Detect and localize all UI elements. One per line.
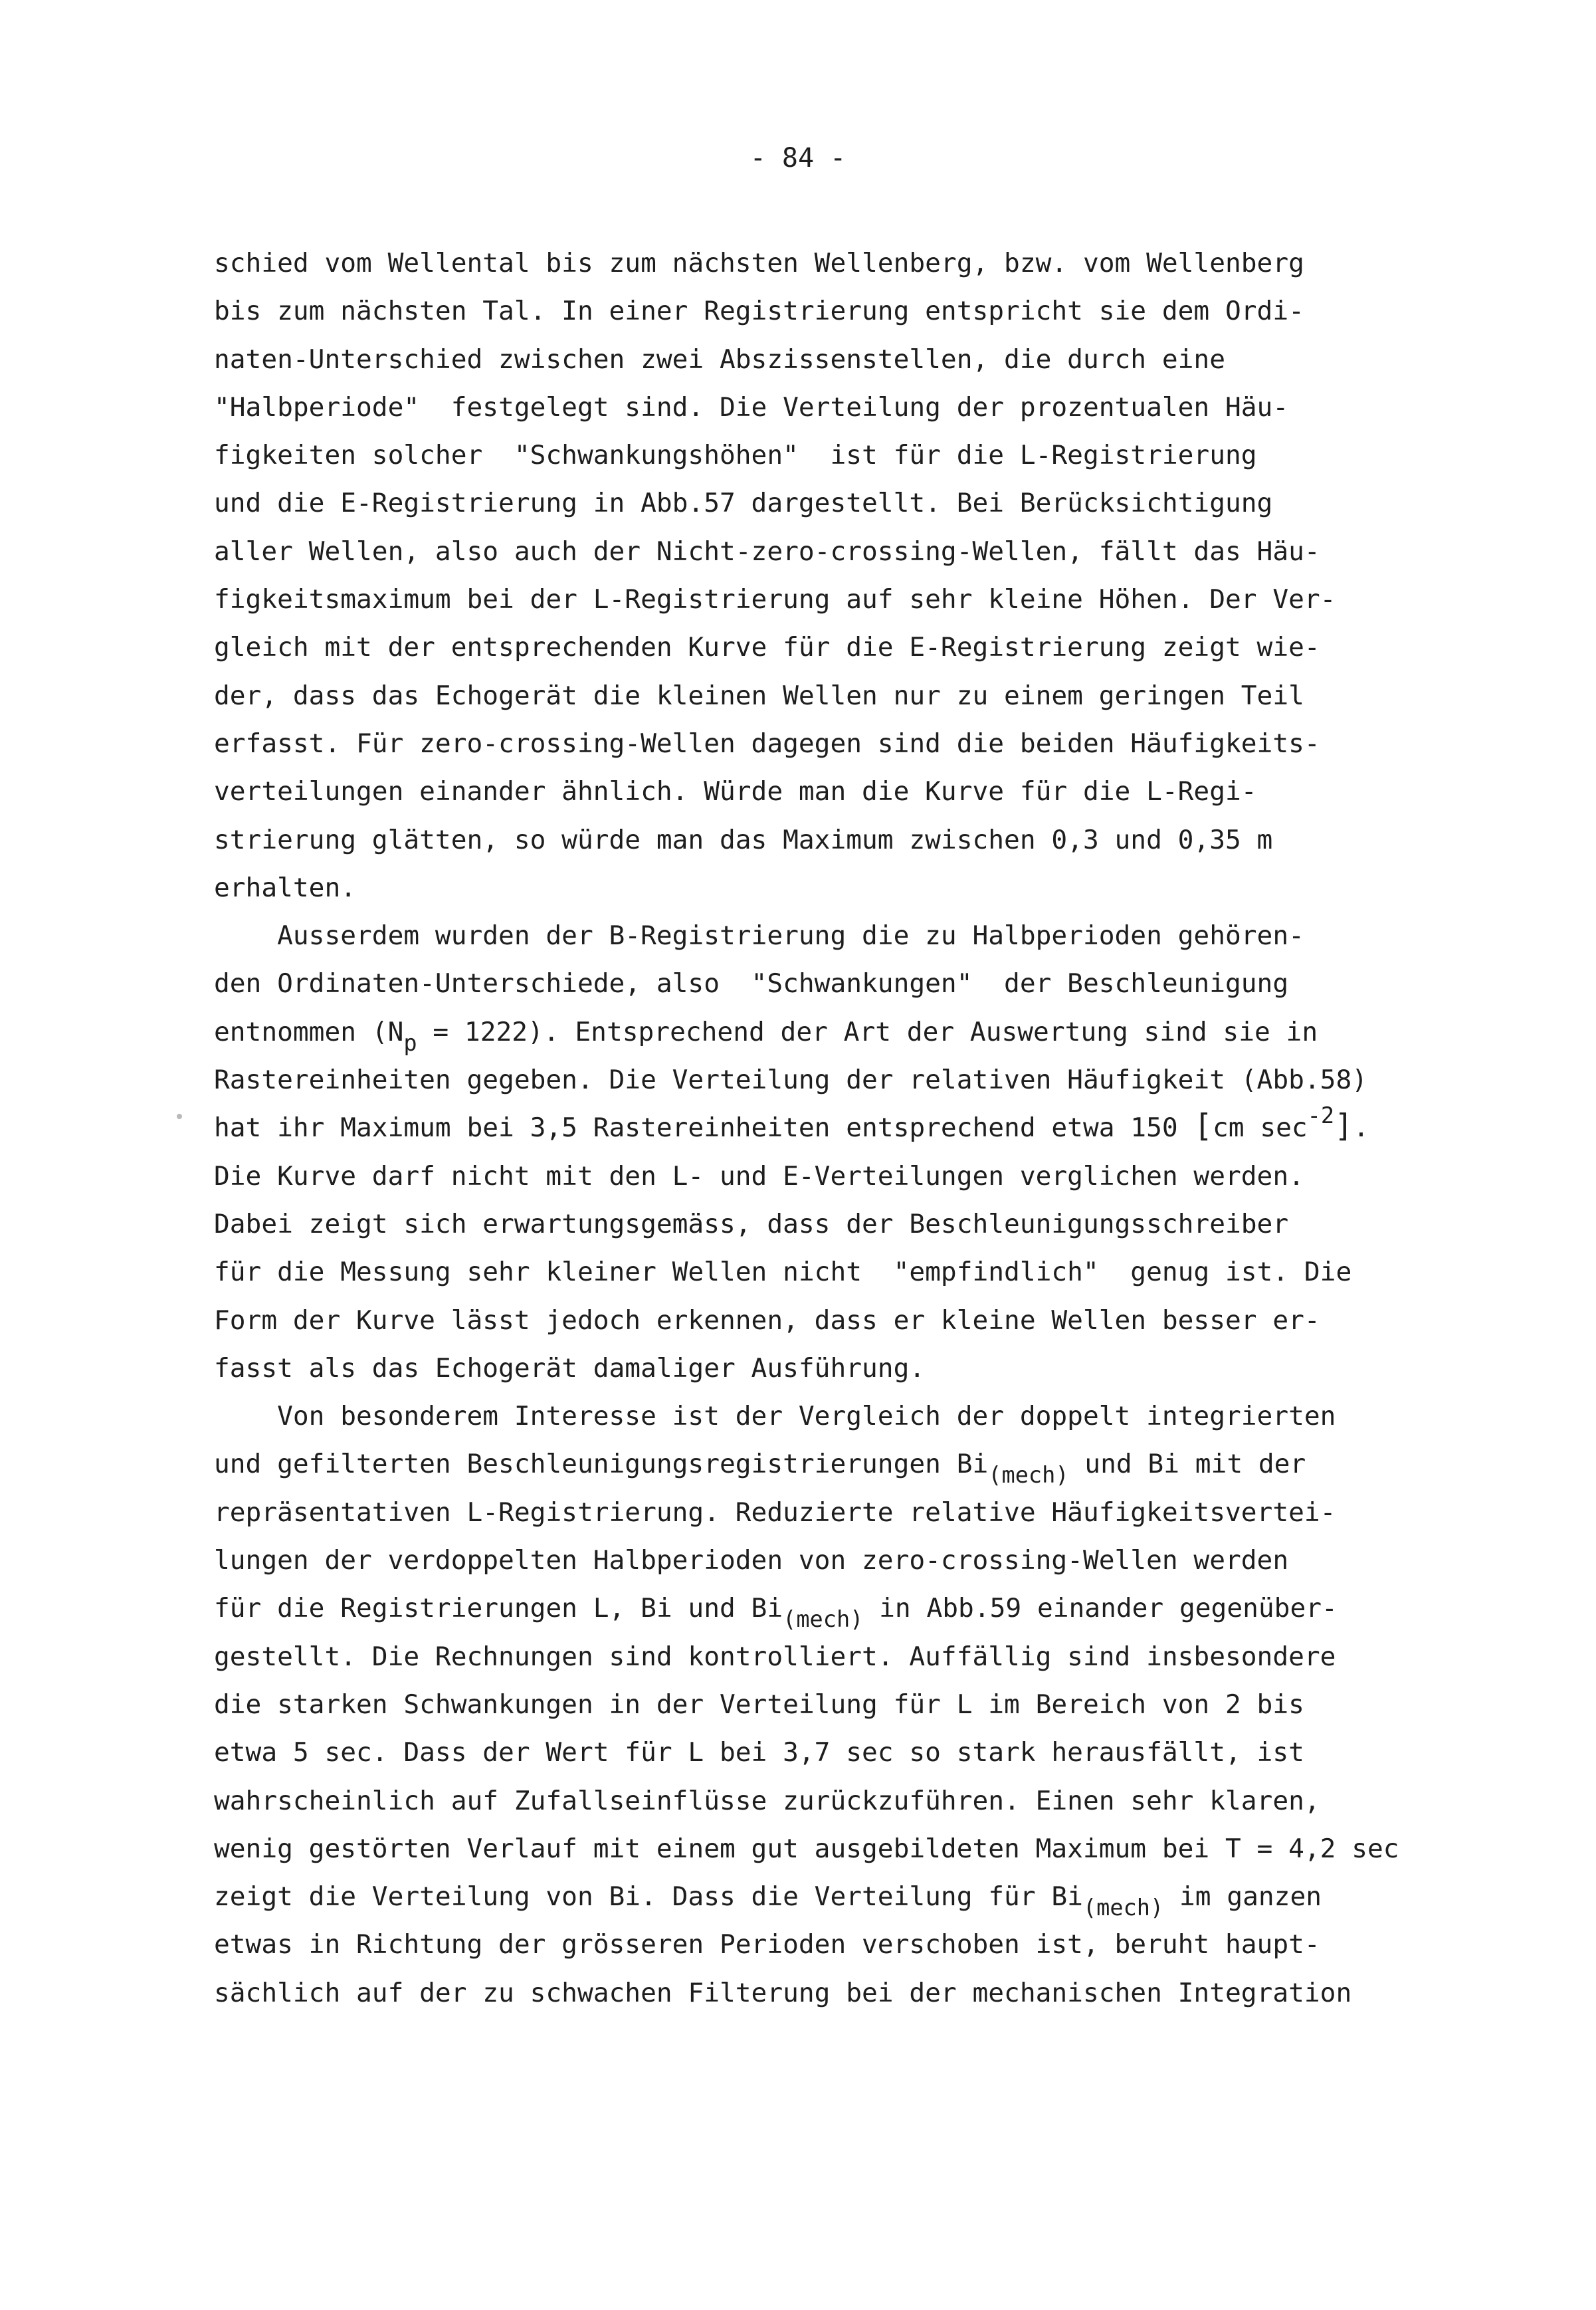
text-line	[214, 1104, 1483, 1152]
margin-mark	[177, 1114, 182, 1119]
text-line: wenig gestörten Verlauf mit einem gut ausgebildeten Maximum bei T = 4,2 sec	[214, 1833, 1399, 1864]
page-number: - 84 -	[749, 143, 847, 173]
text-line	[214, 1008, 1483, 1056]
text-line: wahrscheinlich auf Zufallseinflüsse zurückzuführen. Einen sehr klaren,	[214, 1785, 1320, 1816]
text-segment: = 1222). Entsprechend der Art der Auswertung sind sie in	[417, 1016, 1318, 1047]
text-line: naten-Unterschied zwischen zwei Abszissenstellen, die durch eine	[214, 344, 1225, 375]
text-line: aller Wellen, also auch der Nicht-zero-crossing-Wellen, fällt das Häu-	[214, 536, 1320, 567]
text-segment: und Bi mit der	[1068, 1449, 1306, 1480]
text-segment: .	[1353, 1112, 1369, 1144]
text-line: etwa 5 sec. Dass der Wert für L bei 3,7 sec so stark herausfällt, ist	[214, 1737, 1304, 1768]
text-segment: für die Registrierungen L, Bi und Bi	[214, 1593, 783, 1624]
text-line: schied vom Wellental bis zum nächsten Wellenberg, bzw. vom Wellenberg	[214, 248, 1304, 278]
text-line: sächlich auf der zu schwachen Filterung bei der mechanischen Integration	[214, 1977, 1352, 2008]
text-line: und die E-Registrierung in Abb.57 dargestellt. Bei Berücksichtigung	[214, 488, 1273, 519]
text-segment: im ganzen	[1163, 1881, 1322, 1913]
text-line: Die Kurve darf nicht mit den L- und E-Verteilungen verglichen werden.	[214, 1160, 1304, 1192]
text-line: Ausserdem wurden der B-Registrierung die zu Halbperioden gehören-	[214, 920, 1304, 952]
text-line	[214, 1584, 1483, 1632]
superscript: -2	[1307, 1102, 1335, 1129]
text-line: etwas in Richtung der grösseren Perioden verschoben ist, beruht haupt-	[214, 1929, 1320, 1960]
bracket-close: ]	[1334, 1108, 1353, 1145]
text-line: Dabei zeigt sich erwartungsgemäss, dass der Beschleunigungsschreiber	[214, 1208, 1289, 1239]
subscript: (mech)	[783, 1606, 864, 1633]
text-line	[214, 1873, 1483, 1921]
text-segment: und gefilterten Beschleunigungsregistrierungen Bi	[214, 1449, 989, 1480]
text-line: verteilungen einander ähnlich. Würde man die Kurve für die L-Regi-	[214, 776, 1257, 807]
text-line: "Halbperiode" festgelegt sind. Die Verteilung der prozentualen Häu-	[214, 391, 1289, 423]
text-line: erfasst. Für zero-crossing-Wellen dagegen sind die beiden Häufigkeits-	[214, 728, 1320, 759]
text-line: repräsentativen L-Registrierung. Reduzierte relative Häufigkeitsvertei-	[214, 1497, 1336, 1528]
bracket-open: [	[1193, 1108, 1213, 1145]
text-line: gestellt. Die Rechnungen sind kontrolliert. Auffällig sind insbesondere	[214, 1641, 1336, 1672]
text-segment: hat ihr Maximum bei 3,5 Rastereinheiten entsprechend etwa 150	[214, 1112, 1194, 1144]
text-line	[214, 1440, 1483, 1488]
subscript: (mech)	[988, 1462, 1069, 1489]
text-line: der, dass das Echogerät die kleinen Wellen nur zu einem geringen Teil	[214, 680, 1304, 711]
unit-text: cm sec	[1212, 1112, 1308, 1144]
text-line: für die Messung sehr kleiner Wellen nicht "empfindlich" genug ist. Die	[214, 1257, 1352, 1288]
body-text	[214, 239, 1483, 2017]
text-line: bis zum nächsten Tal. In einer Registrierung entspricht sie dem Ordi-	[214, 296, 1304, 327]
text-line: die starken Schwankungen in der Verteilung für L im Bereich von 2 bis	[214, 1689, 1304, 1720]
text-line: lungen der verdoppelten Halbperioden von zero-crossing-Wellen werden	[214, 1545, 1289, 1576]
text-line: strierung glätten, so würde man das Maximum zwischen 0,3 und 0,35 m	[214, 824, 1273, 855]
text-line: gleich mit der entsprechenden Kurve für die E-Registrierung zeigt wie-	[214, 632, 1320, 663]
text-line: erhalten.	[214, 872, 357, 903]
text-line: fasst als das Echogerät damaliger Ausführung.	[214, 1352, 926, 1384]
text-line: Von besonderem Interesse ist der Vergleich der doppelt integrierten	[214, 1401, 1336, 1432]
text-line: den Ordinaten-Unterschiede, also "Schwankungen" der Beschleunigung	[214, 968, 1289, 999]
text-line: Form der Kurve lässt jedoch erkennen, dass er kleine Wellen besser er-	[214, 1305, 1320, 1336]
text-segment: in Abb.59 einander gegenüber-	[863, 1593, 1338, 1624]
text-line: figkeiten solcher "Schwankungshöhen" ist für die L-Registrierung	[214, 440, 1257, 471]
text-segment: zeigt die Verteilung von Bi. Dass die Verteilung für Bi	[214, 1881, 1083, 1913]
text-segment: entnommen (N	[214, 1016, 404, 1047]
text-line: Rastereinheiten gegeben. Die Verteilung der relativen Häufigkeit (Abb.58)	[214, 1065, 1368, 1096]
subscript: (mech)	[1082, 1895, 1164, 1921]
subscript: p	[403, 1029, 417, 1056]
text-line: figkeitsmaximum bei der L-Registrierung auf sehr kleine Höhen. Der Ver-	[214, 584, 1336, 615]
